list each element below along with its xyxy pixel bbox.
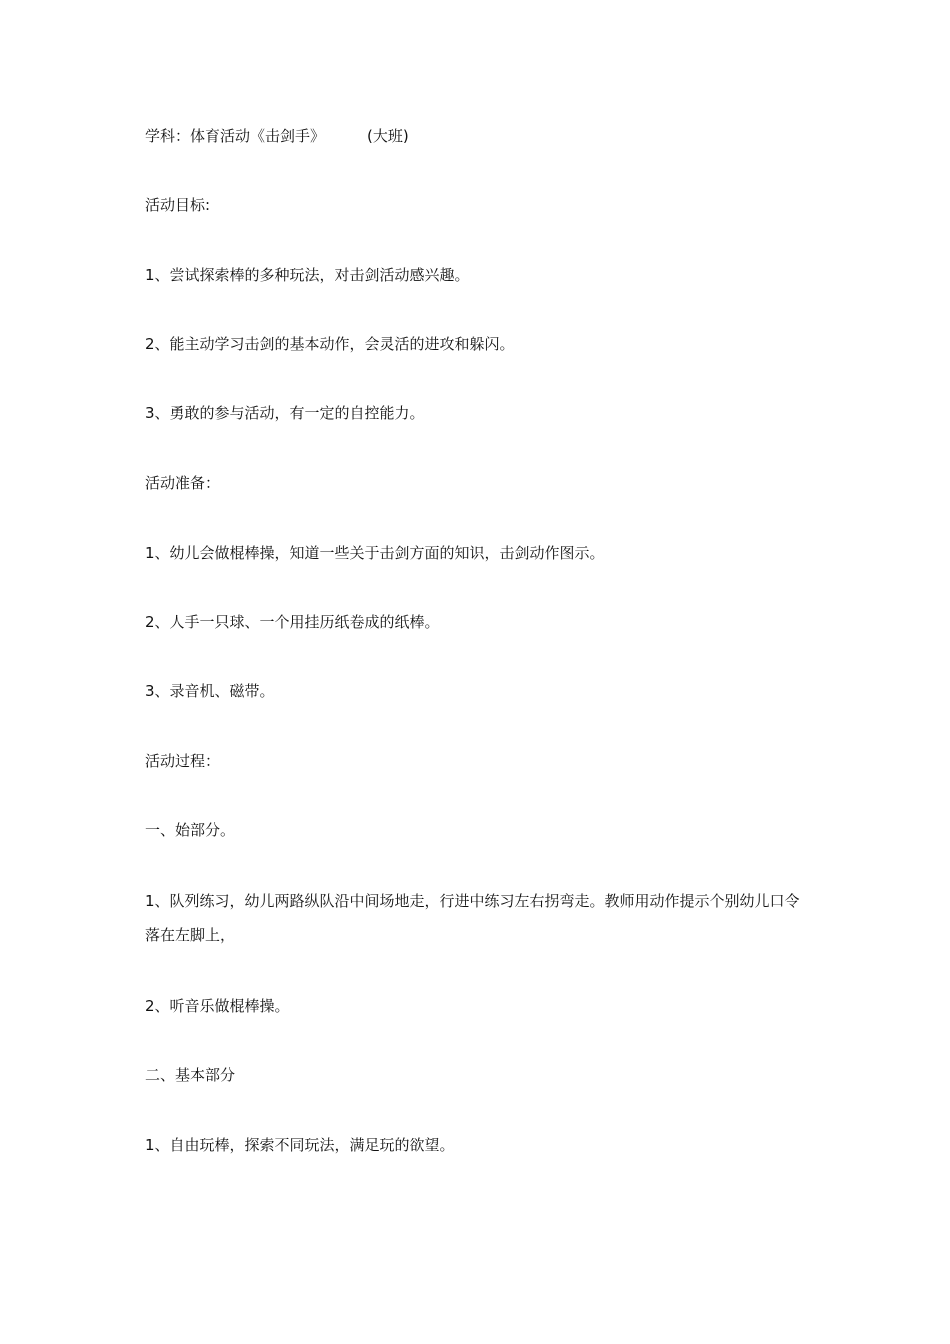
part2-heading: 二、基本部分 (145, 1066, 236, 1084)
title-subject: 学科：体育活动《击剑手》 (145, 127, 326, 145)
part2-item: 1、自由玩棒，探索不同玩法，满足玩的欲望。 (145, 1136, 455, 1154)
part1-item: 1、队列练习，幼儿两路纵队沿中间场地走，行进中练习左右拐弯走。教师用动作提示个别幼儿口令落在左脚上， (145, 892, 800, 944)
goal-item: 3、勇敢的参与活动，有一定的自控能力。 (145, 404, 425, 422)
title-class: (大班) (367, 127, 409, 145)
goal-item: 2、能主动学习击剑的基本动作，会灵活的进攻和躲闪。 (145, 335, 515, 353)
process-heading: 活动过程： (145, 752, 221, 770)
part1-heading: 一、始部分。 (145, 821, 236, 839)
part1-item: 2、听音乐做棍棒操。 (145, 997, 290, 1015)
goals-heading: 活动目标: (145, 196, 211, 214)
prep-item: 2、人手一只球、一个用挂历纸卷成的纸棒。 (145, 613, 440, 631)
prep-item: 1、幼儿会做棍棒操，知道一些关于击剑方面的知识，击剑动作图示。 (145, 544, 605, 562)
prep-heading: 活动准备： (145, 474, 221, 492)
goal-item: 1、尝试探索棒的多种玩法，对击剑活动感兴趣。 (145, 266, 470, 284)
document-title (145, 119, 825, 153)
prep-item: 3、录音机、磁带。 (145, 682, 275, 700)
